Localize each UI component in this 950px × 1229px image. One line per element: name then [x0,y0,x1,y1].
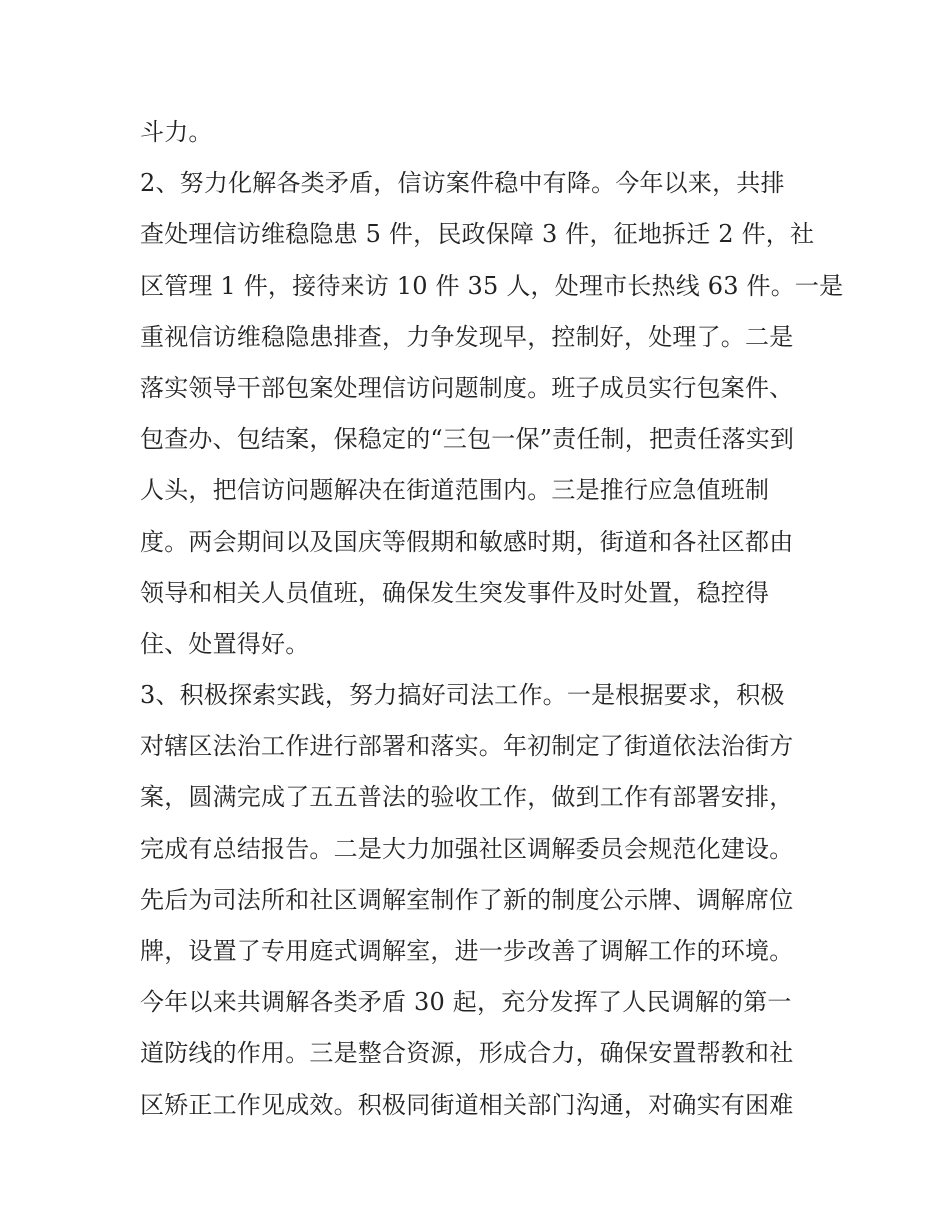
text-line: 落实领导干部包案处理信访问题制度。班子成员实行包案件、 [140,373,794,402]
text-line: 2、努力化解各类矛盾，信访案件稳中有降。今年以来，共排 [140,169,785,198]
text-line: 对辖区法治工作进行部署和落实。年初制定了街道依法治街方 [140,732,794,761]
text-line: 领导和相关人员值班，确保发生突发事件及时处置，稳控得 [140,578,770,607]
text-line: 包查办、包结案，保稳定的“三包一保”责任制，把责任落实到 [140,425,795,454]
text-line: 住、处置得好。 [140,629,310,658]
text-line: 区管理 1 件，接待来访 10 件 35 人，处理市长热线 63 件。一是 [140,271,844,300]
text-line: 道防线的作用。三是整合资源，形成合力，确保安置帮教和社 [140,1039,794,1068]
text-line: 案，圆满完成了五五普法的验收工作，做到工作有部署安排， [140,783,794,812]
text-line: 牌，设置了专用庭式调解室，进一步改善了调解工作的环境。 [140,937,794,965]
text-line: 先后为司法所和社区调解室制作了新的制度公示牌、调解席位 [140,885,794,914]
document-body [140,107,844,1131]
text-line: 区矫正工作见成效。积极同街道相关部门沟通，对确实有困难 [140,1090,794,1119]
text-line: 3、积极探索实践，努力搞好司法工作。一是根据要求，积极 [140,681,785,710]
text-line: 斗力。 [140,118,213,146]
text-line: 今年以来共调解各类矛盾 30 起，充分发挥了人民调解的第一 [140,988,792,1017]
text-line: 人头，把信访问题解决在街道范围内。三是推行应急值班制 [140,476,770,505]
text-line: 重视信访维稳隐患排查，力争发现早，控制好，处理了。二是 [140,322,794,351]
text-line: 查处理信访维稳隐患 5 件，民政保障 3 件，征地拆迁 2 件，社 [140,220,815,249]
text-line: 完成有总结报告。二是大力加强社区调解委员会规范化建设。 [140,834,794,863]
text-line: 度。两会期间以及国庆等假期和敏感时期，街道和各社区都由 [140,527,794,556]
